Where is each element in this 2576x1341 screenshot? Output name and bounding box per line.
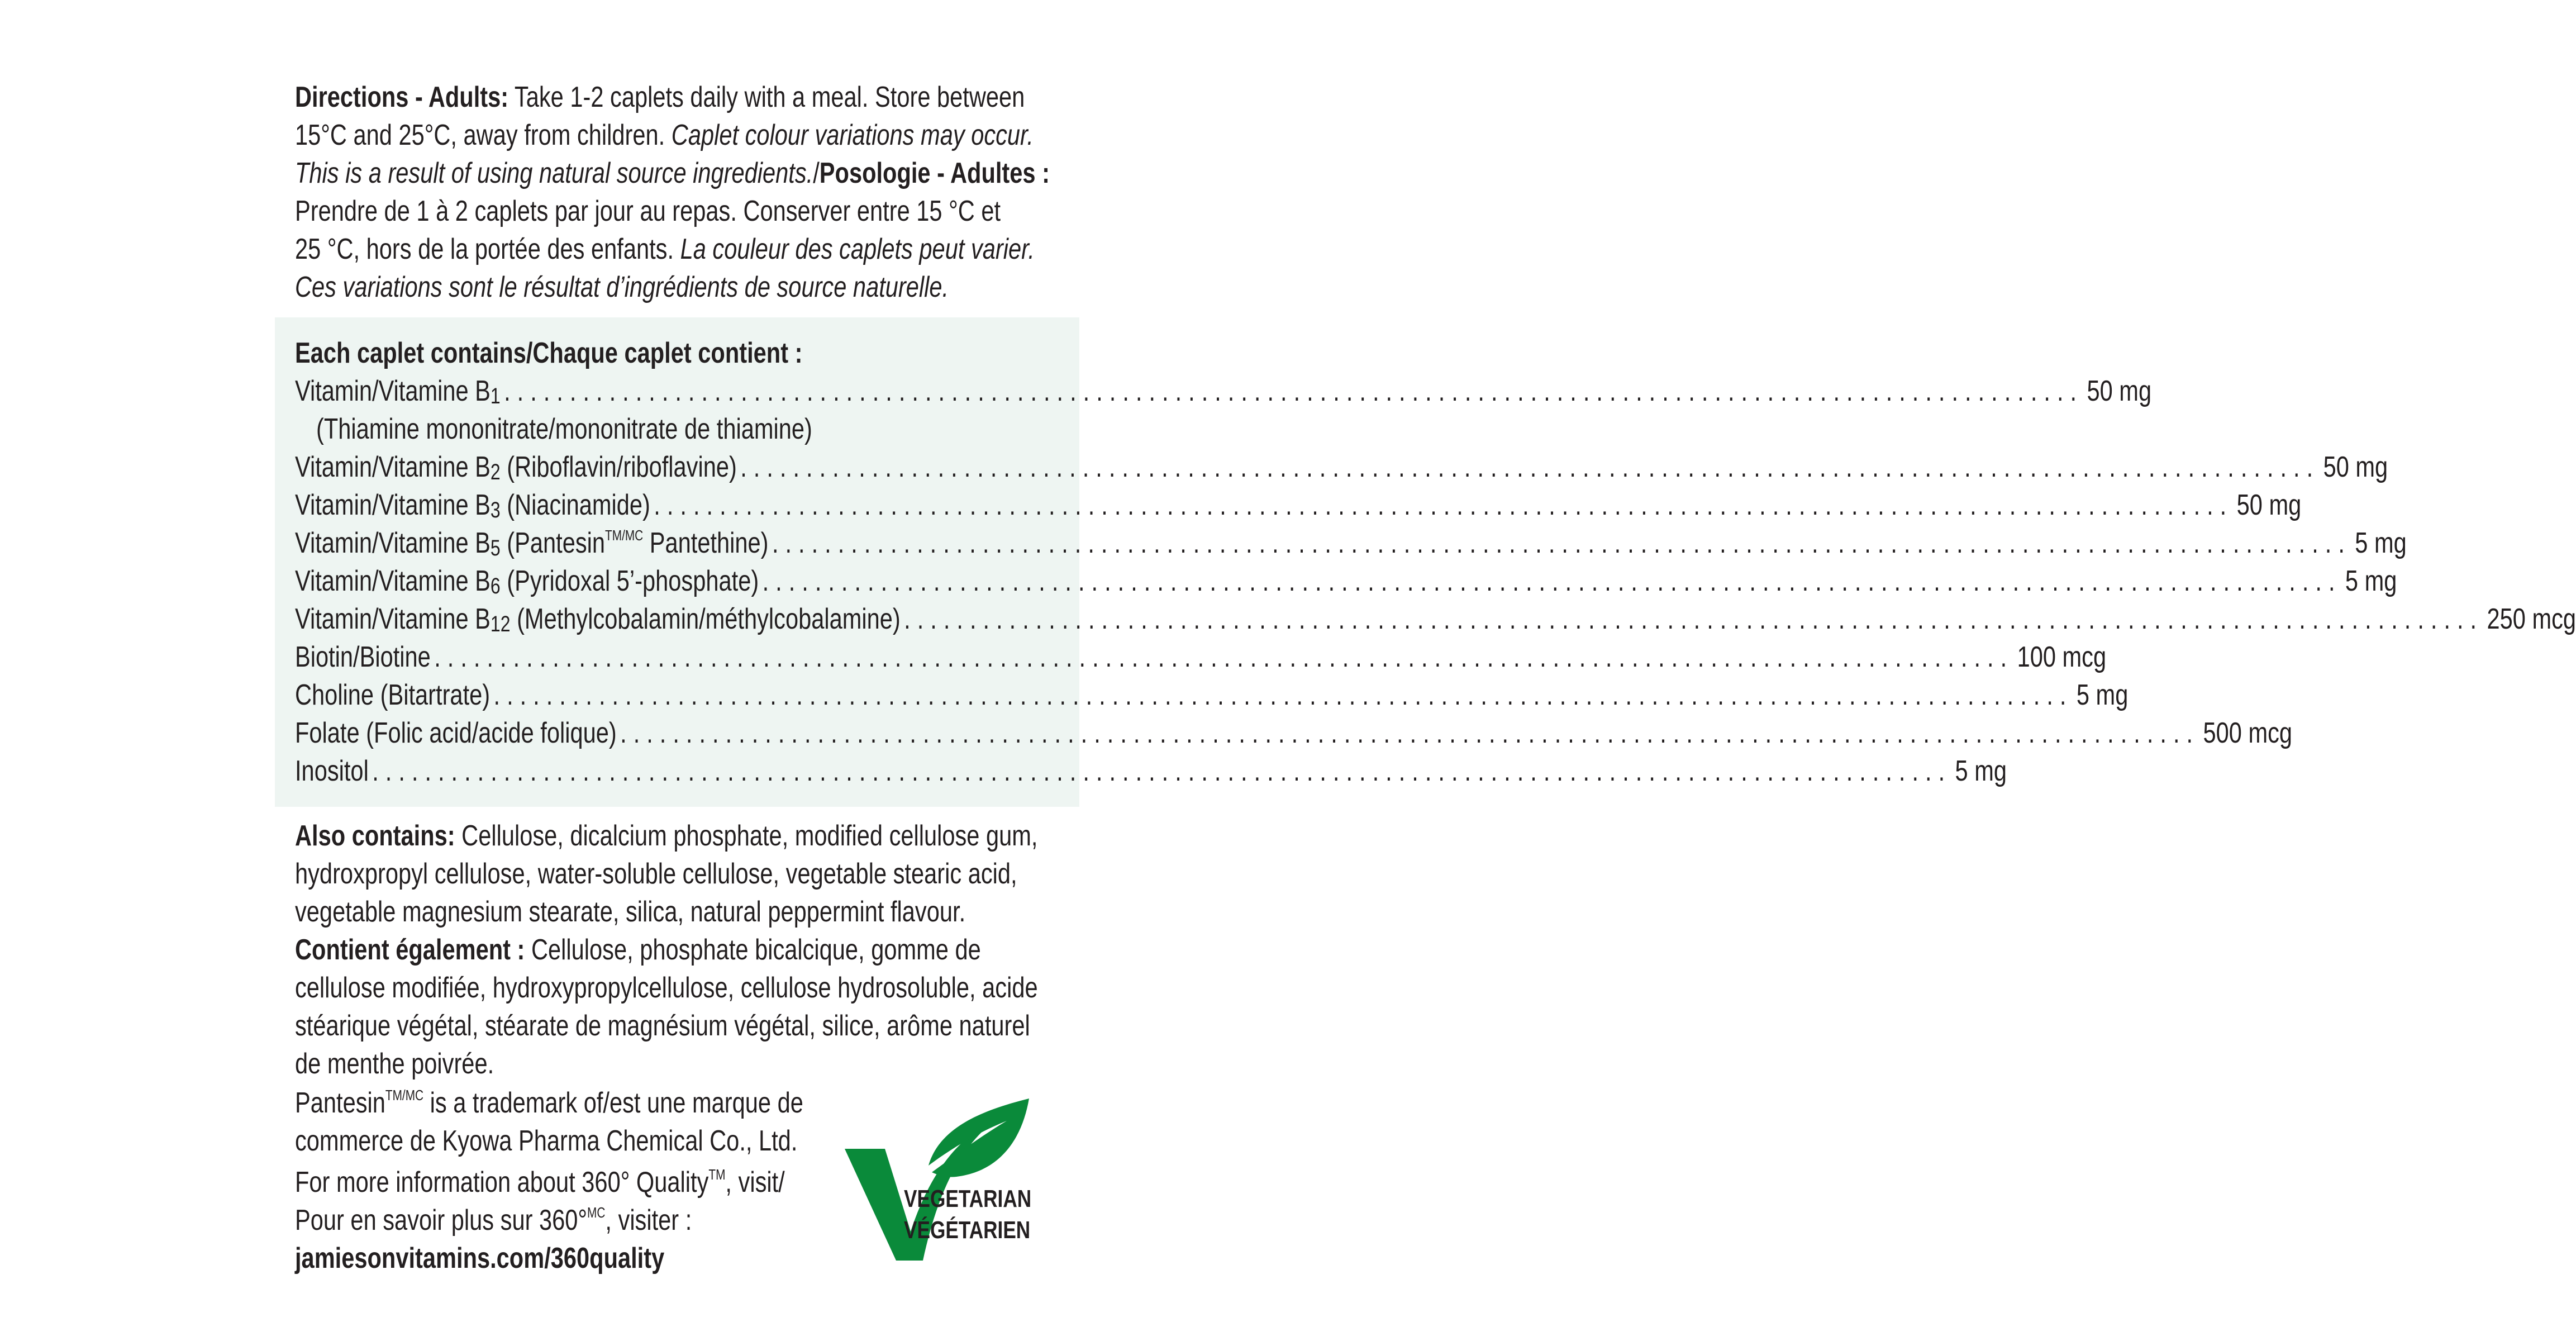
quality-text: Pour en savoir plus sur 360° xyxy=(295,1204,588,1237)
leader-dots: ........................................................................................................................ xyxy=(654,489,2234,521)
ingredient-row xyxy=(295,448,2388,486)
also-contains-section xyxy=(295,817,1038,1083)
directions-note: Caplet colour variations may occur. xyxy=(671,119,1034,151)
directions-text: Prendre de 1 à 2 caplets par jour au repas. Conserver entre 15 °C et xyxy=(295,195,1001,227)
contient-text: cellulose modifiée, hydroxypropylcellulose, cellulose hydrosoluble, acide xyxy=(295,972,1038,1004)
directions-note: Ces variations sont le résultat d’ingrédients de source naturelle. xyxy=(295,271,949,303)
ingredient-dose: 50 mg xyxy=(2236,489,2302,521)
vegetarian-label xyxy=(904,1183,1031,1246)
ingredient-row xyxy=(295,638,2107,676)
leader-dots: ........................................................................................................................ xyxy=(372,755,1952,787)
contient-heading: Contient également : xyxy=(295,934,525,966)
ingredient-name: Vitamin/Vitamine B6 (Pyridoxal 5’-phosphate) xyxy=(295,565,759,598)
quality-url: jamiesonvitamins.com/360quality xyxy=(295,1242,665,1275)
also-contains-text: Cellulose, dicalcium phosphate, modified cellulose gum, xyxy=(455,820,1038,852)
leader-dots: ........................................................................................................................ xyxy=(434,641,2014,673)
ingredient-dose: 5 mg xyxy=(2076,679,2129,711)
also-contains-text: vegetable magnesium stearate, silica, natural peppermint flavour. xyxy=(295,896,966,928)
ingredient-row xyxy=(295,714,2293,752)
ingredient-dose: 500 mcg xyxy=(2203,717,2293,749)
trademark-name: Pantesin xyxy=(295,1087,385,1119)
leader-dots: ........................................................................................................................ xyxy=(740,451,2320,483)
ingredient-name: Folate (Folic acid/acide folique) xyxy=(295,717,617,749)
leader-dots: ........................................................................................................................ xyxy=(493,679,2073,711)
ingredient-name: Vitamin/Vitamine B1 xyxy=(295,375,501,408)
ingredient-row xyxy=(295,752,2007,790)
directions-text: 15°C and 25°C, away from children. xyxy=(295,119,672,151)
ingredient-name: Biotin/Biotine xyxy=(295,641,431,673)
quality-text: , visiter : xyxy=(605,1204,692,1237)
trademark-symbol: TM/MC xyxy=(385,1087,424,1104)
trademark-symbol: MC xyxy=(587,1204,606,1221)
ingredient-row xyxy=(295,676,2129,714)
directions-heading-fr: Posologie - Adultes : xyxy=(819,157,1050,189)
ingredient-dose: 250 mcg xyxy=(2487,603,2576,635)
ingredient-name: Vitamin/Vitamine B2 (Riboflavin/riboflavine) xyxy=(295,451,737,484)
contient-text: de menthe poivrée. xyxy=(295,1048,494,1080)
ingredient-dose: 5 mg xyxy=(1955,755,2007,787)
quality-text: , visit/ xyxy=(725,1166,785,1199)
trademark-symbol: TM xyxy=(708,1166,726,1183)
also-contains-text: hydroxpropyl cellulose, water-soluble cellulose, vegetable stearic acid, xyxy=(295,858,1017,890)
ingredients-title: Each caplet contains/Chaque caplet contient : xyxy=(295,337,803,369)
separator: / xyxy=(813,157,820,189)
thiamine-note: (Thiamine mononitrate/mononitrate de thiamine) xyxy=(316,413,812,445)
trademark-notice xyxy=(295,1084,803,1160)
leader-dots: ........................................................................................................................ xyxy=(504,375,2084,407)
ingredient-row xyxy=(295,562,2397,600)
contient-text: stéarique végétal, stéarate de magnésium végétal, silice, arôme naturel xyxy=(295,1010,1030,1042)
ingredient-name: Choline (Bitartrate) xyxy=(295,679,491,711)
directions-text: Take 1-2 caplets daily with a meal. Store between xyxy=(508,81,1025,113)
directions-note: La couleur des caplets peut varier. xyxy=(680,233,1035,265)
ingredient-dose: 5 mg xyxy=(2355,527,2407,559)
directions-text: 25 °C, hors de la portée des enfants. xyxy=(295,233,680,265)
vegetarian-label-fr: VÉGÉTARIEN xyxy=(904,1216,1031,1244)
ingredient-row xyxy=(295,372,2152,410)
vegetarian-label-en: VEGETARIAN xyxy=(904,1185,1032,1212)
ingredient-row xyxy=(295,524,2407,562)
ingredient-row xyxy=(295,600,2576,638)
ingredient-name: Inositol xyxy=(295,755,369,787)
contient-text: Cellulose, phosphate bicalcique, gomme de xyxy=(525,934,981,966)
quality-text: For more information about 360° Quality xyxy=(295,1166,709,1199)
directions-heading-en: Directions - Adults: xyxy=(295,81,509,113)
quality-info xyxy=(295,1163,785,1277)
directions-note: This is a result of using natural source ingredients. xyxy=(295,157,813,189)
ingredient-name: Vitamin/Vitamine B12 (Methylcobalamin/méthylcobalamine) xyxy=(295,603,901,636)
trademark-text: commerce de Kyowa Pharma Chemical Co., Ltd. xyxy=(295,1125,798,1157)
ingredient-dose: 50 mg xyxy=(2323,451,2388,483)
ingredient-dose: 100 mcg xyxy=(2017,641,2107,673)
directions-section xyxy=(295,78,1050,306)
ingredient-name: Vitamin/Vitamine B5 (Pantesin$^{TM/MC}$ Pantethine) xyxy=(295,527,769,560)
ingredient-dose: 50 mg xyxy=(2087,375,2152,407)
leader-dots: ........................................................................................................................ xyxy=(772,527,2351,559)
leader-dots: ........................................................................................................................ xyxy=(904,603,2484,635)
trademark-text: is a trademark of/est une marque de xyxy=(423,1087,803,1119)
ingredient-dose: 5 mg xyxy=(2345,565,2397,597)
ingredient-name: Vitamin/Vitamine B3 (Niacinamide) xyxy=(295,489,650,522)
leader-dots: ........................................................................................................................ xyxy=(620,717,2200,749)
also-contains-heading: Also contains: xyxy=(295,820,455,852)
leader-dots: ........................................................................................................................ xyxy=(762,565,2342,597)
ingredient-row xyxy=(295,486,2302,524)
